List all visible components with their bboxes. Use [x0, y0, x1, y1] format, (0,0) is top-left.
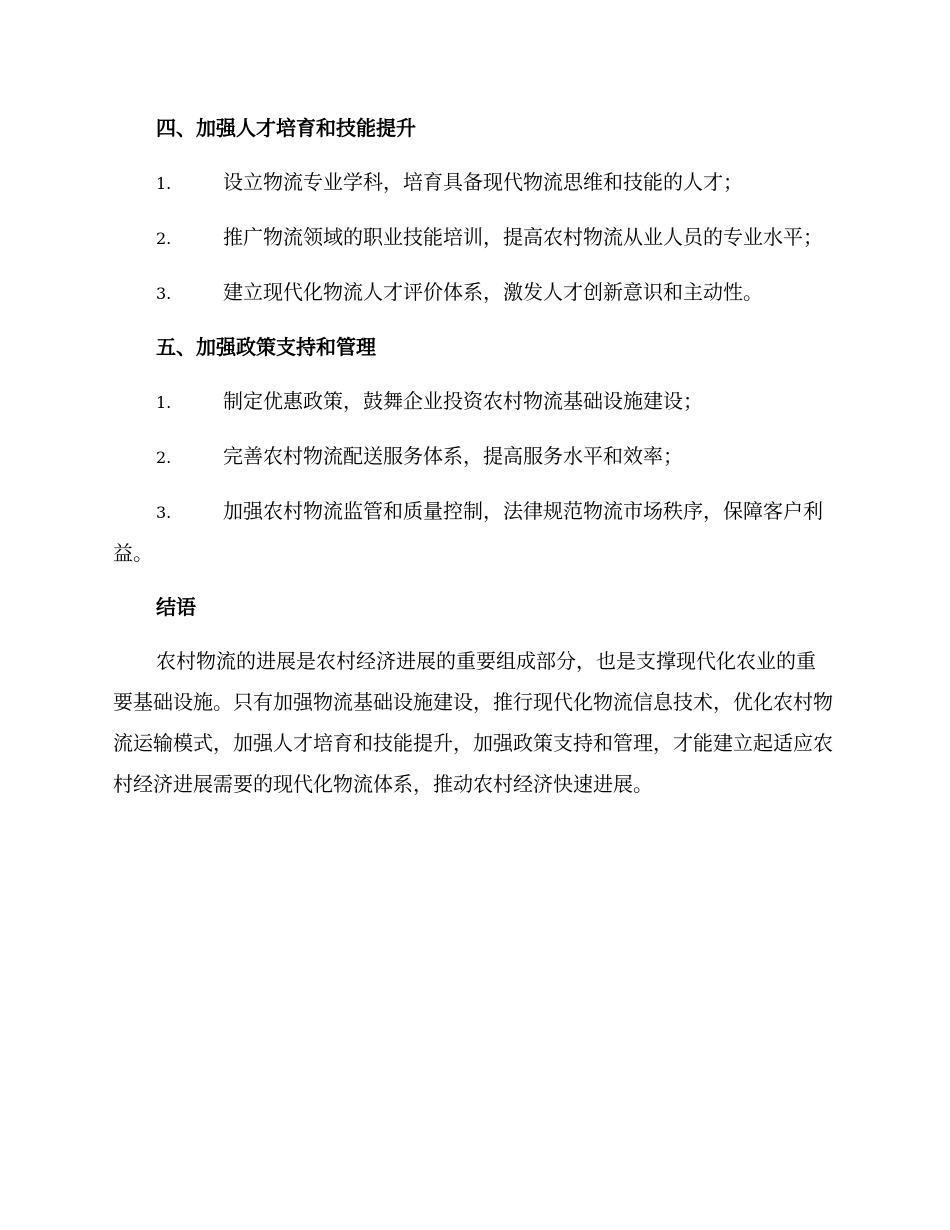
- list-item-text: 设立物流专业学科，培育具备现代物流思维和技能的人才；: [223, 170, 743, 194]
- document-body: [113, 108, 835, 805]
- list-item-text: 完善农村物流配送服务体系，提高服务水平和效率；: [223, 444, 683, 468]
- list-item: [113, 217, 835, 259]
- section-conclusion: [113, 587, 835, 805]
- section-policy: [113, 327, 835, 574]
- list-item: [113, 381, 835, 423]
- list-item-text: 制定优惠政策，鼓舞企业投资农村物流基础设施建设；: [223, 389, 703, 413]
- list-item-number: 2.: [156, 229, 172, 248]
- list-item-number: 3.: [156, 284, 172, 303]
- conclusion-paragraph: 农村物流的进展是农村经济进展的重要组成部分，也是支撑现代化农业的重要基础设施。只有加强物流基础设施建设，推行现代化物流信息技术，优化农村物流运输模式，加强人才培育和技能提升，加强政策支持和管理，才能建立起适应农村经济进展需要的现代化物流体系，推动农村经济快速进展。: [113, 649, 833, 796]
- section-talent: [113, 108, 835, 314]
- conclusion-heading: 结语: [156, 595, 196, 619]
- list-item-number: 1.: [156, 393, 172, 412]
- section-heading: 五、加强政策支持和管理: [156, 335, 376, 359]
- list-item-number: 2.: [156, 448, 172, 467]
- list-item-text: 推广物流领域的职业技能培训，提高农村物流从业人员的专业水平；: [223, 225, 823, 249]
- section-heading: 四、加强人才培育和技能提升: [156, 116, 416, 140]
- list-item-number: 3.: [156, 503, 172, 522]
- list-item-text: 建立现代化物流人才评价体系，激发人才创新意识和主动性。: [223, 280, 763, 304]
- list-item: [113, 436, 835, 478]
- list-item-text: 加强农村物流监管和质量控制，法律规范物流市场秩序，保障客户利益。: [113, 499, 823, 565]
- list-item: [113, 491, 835, 574]
- list-item: [113, 272, 835, 314]
- list-item-number: 1.: [156, 174, 172, 193]
- list-item: [113, 162, 835, 204]
